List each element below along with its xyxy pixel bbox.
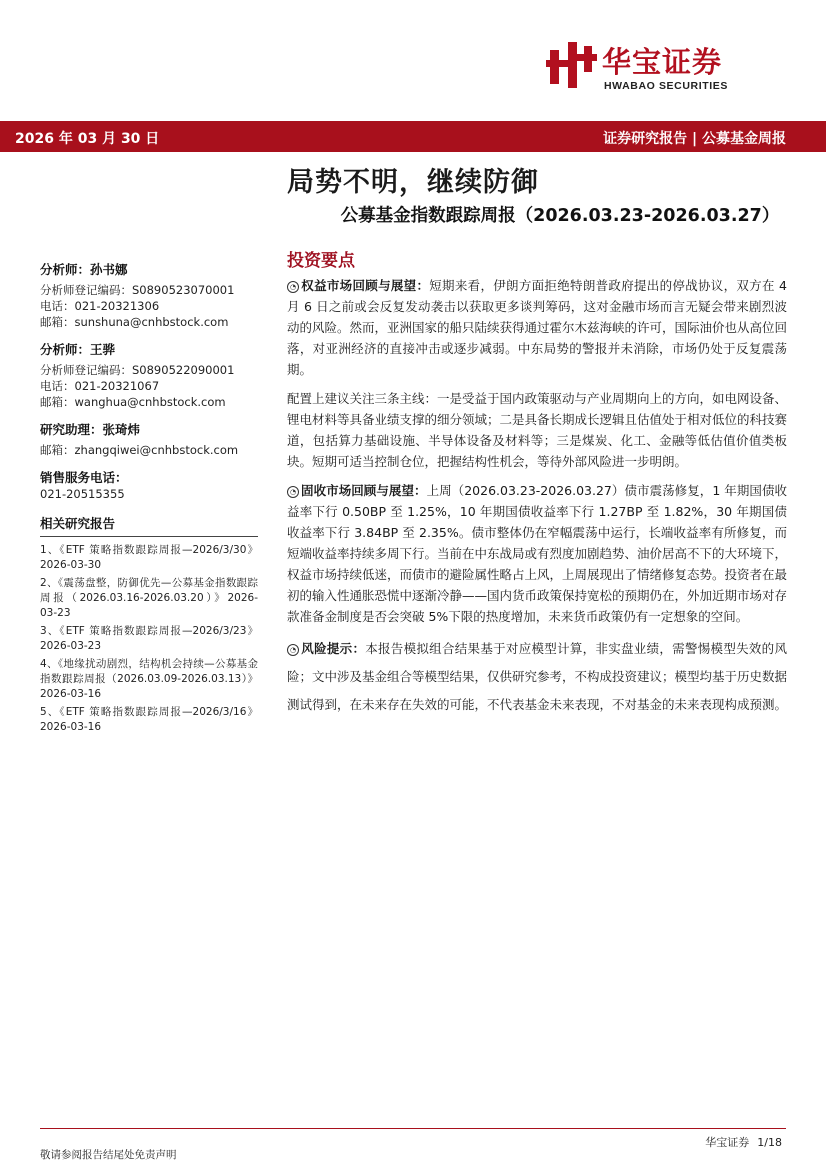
analyst-name: 分析师：孙书娜 [40, 262, 128, 277]
equity-lead: 权益市场回顾与展望： [301, 278, 430, 293]
report-category: 证券研究报告 | 公募基金周报 [603, 131, 786, 147]
assistant-name: 研究助理：张琦炜 [40, 422, 141, 437]
analyst-phone: 电话：021-20321306 [40, 299, 160, 313]
allocation-paragraph: 配置上建议关注三条主线：一是受益于国内政策驱动与产业周期向上的方向，如电网设备、锂电材料等具备业绩支撑的细分领域；二是具备长期成长逻辑且估值处于相对低位的科技赛道，包括算力基础设施、半导体设备及材料等；三是煤炭、化工、金融等低估值价值类板块。短期可适当控制仓位，把握结构性机会，等待外部风险进一步明朗。 [287, 391, 788, 469]
circle-bullet-icon: ◔ [287, 281, 299, 293]
report-date: 2026 年 03 月 30 日 [15, 131, 160, 147]
investment-highlights [287, 246, 787, 727]
related-report-item[interactable]: 4、《地缘扰动剧烈，结构机会持续—公募基金指数跟踪周报（2026.03.09-2026.03.13）》2026-03-16 [40, 658, 258, 700]
equity-text: 短期来看，伊朗方面拒绝特朗普政府提出的停战协议，双方在 4 月 6 日之前或会反复发动袭击以获取更多谈判筹码，这对金融市场而言无疑会带来剧烈波动的风险。然而，亚洲国家的船只陆续获得通过霍尔木兹海峡的许可，国际油价也从高位回落，对亚洲经济的直接冲击或逐步减弱。中东局势的警报并未消除，市场仍处于反复震荡期。 [287, 278, 788, 377]
page-title: 局势不明，继续防御 [287, 167, 539, 198]
assistant-card [40, 422, 258, 458]
risk-text: 本报告模拟组合结果基于对应模型计算，非实盘业绩，需警惕模型失效的风险；文中涉及基金组合等模型结果，仅供研究参考，不构成投资建议；模型均基于历史数据测试得到，在未来存在失效的可能，不代表基金未来表现，不对基金的未来表现构成预测。 [287, 641, 788, 712]
footer-right [697, 1134, 782, 1150]
footer-divider [40, 1128, 786, 1129]
fixed-income-paragraph [287, 480, 787, 627]
risk-lead: 风险提示： [301, 641, 366, 656]
analyst-email[interactable]: 邮箱：wanghua@cnhbstock.com [40, 395, 226, 409]
circle-bullet-icon: ◔ [287, 486, 299, 498]
equity-paragraph [287, 275, 787, 380]
related-report-item[interactable]: 5、《ETF 策略指数跟踪周报—2026/3/16》2026-03-16 [40, 706, 258, 733]
page-subtitle: 公募基金指数跟踪周报（2026.03.23-2026.03.27） [340, 206, 780, 226]
related-report-item[interactable]: 2、《震荡盘整，防御优先—公募基金指数跟踪周报（2026.03.16-2026.03.20）》2026-03-23 [40, 577, 258, 619]
company-logo [546, 40, 782, 96]
related-reports-heading: 相关研究报告 [40, 516, 258, 537]
sales-label: 销售服务电话： [40, 470, 128, 485]
analyst-phone: 电话：021-20321067 [40, 379, 160, 393]
analyst-card [40, 342, 258, 410]
section-heading: 投资要点 [287, 251, 355, 271]
logo-mark-icon [546, 42, 600, 88]
sales-phone: 021-20515355 [40, 487, 125, 501]
related-reports-list [40, 543, 258, 735]
analyst-email[interactable]: 邮箱：sunshuna@cnhbstock.com [40, 315, 229, 329]
related-report-item[interactable]: 3、《ETF 策略指数跟踪周报—2026/3/23》2026-03-23 [40, 625, 258, 652]
related-report-item[interactable]: 1、《ETF 策略指数跟踪周报—2026/3/30》2026-03-30 [40, 544, 258, 571]
fixed-income-lead: 固收市场回顾与展望： [301, 483, 427, 498]
risk-paragraph [287, 635, 787, 719]
assistant-email[interactable]: 邮箱：zhangqiwei@cnhbstock.com [40, 443, 239, 457]
analyst-reg: 分析师登记编码：S0890523070001 [40, 283, 235, 297]
fixed-income-text: 上周（2026.03.23-2026.03.27）债市震荡修复，1 年期国债收益率下行 0.50BP 至 1.25%，10 年期国债收益率下行 1.27BP 至 1.82%，30 年期国债收益率下行 3.84BP 至 2.35%。债市整体仍在窄幅震荡中运行，长端收益率有所修复，而短端收益率持续多周下行。当前在中东战局或有烈度加剧趋势、油价居高不下的大环境下，权益市场持续低迷，而债市的避险属性略占上风，上周展现出了情绪修复态势。投资者在最初的输入性通胀恐慌中逐渐冷静——国内货币政策保持宽松的预期仍在，外加近期市场对存款准备金制度是否会突破 5%下限的热度增加，未来货币政策仍有一定想象的空间。 [287, 483, 788, 624]
footer-disclaimer[interactable]: 敬请参阅报告结尾处免责声明 [40, 1149, 177, 1161]
analyst-name: 分析师：王骅 [40, 342, 116, 357]
page-number: 1/18 [757, 1136, 782, 1149]
analyst-reg: 分析师登记编码：S0890522090001 [40, 363, 235, 377]
analyst-card [40, 262, 258, 330]
footer-company: 华宝证券 [705, 1136, 750, 1149]
logo-name-en: HWABAO SECURITIES [604, 80, 728, 92]
logo-name-cn: 华宝证券 [602, 45, 723, 79]
circle-bullet-icon: ◔ [287, 644, 299, 656]
analyst-sidebar [40, 262, 258, 738]
